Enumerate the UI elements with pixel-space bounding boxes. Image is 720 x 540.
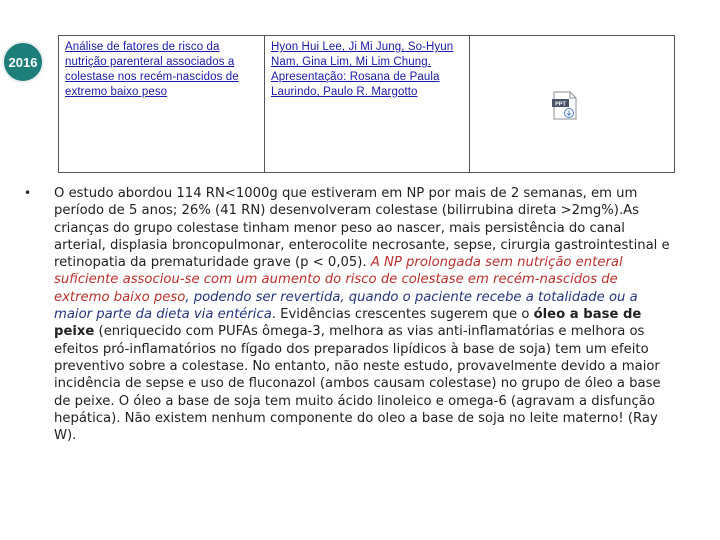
- text-end: (enriquecido com PUFAs ômega-3, melhora as vias anti-inflamatórias e melhora os efeitos pró-inflamatórios no fígado dos preparados lipídicos à base de soja) tem um efeito preventivo sobre a colestase. No entanto, não neste estudo, provavelmente devido a maior incidência de sepse e uso de fluconazol (ambos causam colestase) no grupo de óleo a base de peixe. O óleo a base de soja tem muito ácido linoleico e omega-6 (agravam a disfunção hepática). Não existem nenhum componente do oleo a base de soja no leite materno! (Ray W).: [54, 324, 661, 444]
- authors-link[interactable]: Hyon Hui Lee, Ji Mi Jung, So-Hyun Nam, Gina Lim, Mi Lim Chung. Apresentação: Rosana de Paula Laurindo, Paulo R. Margotto: [271, 41, 454, 98]
- authors-cell: [265, 36, 470, 172]
- text-separator: ,: [185, 289, 194, 305]
- year-badge: 2016: [2, 41, 44, 83]
- summary-text: [54, 185, 672, 444]
- text-middle: . Evidências crescentes sugerem que o: [271, 307, 534, 323]
- summary-paragraph: [24, 185, 672, 444]
- text-highlight-navy: podendo ser revertida, quando o paciente recebe a totalidade ou a maior parte da dieta via entérica: [54, 289, 638, 323]
- file-cell: [470, 36, 674, 172]
- reference-table: [58, 35, 675, 173]
- text-intro: O estudo abordou 114 RN<1000g que estiveram em NP por mais de 2 semanas, em um período de 5 anos; 26% (41 RN) desenvolveram colestase (bilirrubina direta >2mg%).As crianças do grupo colestase tinham menor peso ao nascer, mais persistência do canal arterial, displasia broncopulmonar, enterocolite necrosante, sepse, cirurgia gastrointestinal e retinopatia da prematuridade grave (p < 0,05).: [54, 186, 670, 271]
- bullet-icon: •: [24, 186, 32, 200]
- text-bold: óleo a base de peixe: [54, 307, 642, 340]
- article-title-link[interactable]: Análise de fatores de risco da nutrição parenteral associados a colestase nos recém-nascidos de extremo baixo peso: [65, 41, 239, 98]
- ppt-download-icon[interactable]: [552, 91, 578, 121]
- title-cell: [59, 36, 265, 172]
- text-highlight-red: A NP prolongada sem nutrição enteral suficiente associou-se com um aumento do risco de colestase em recém-nascidos de extremo baixo peso: [54, 255, 623, 305]
- ppt-label: PPT: [555, 101, 566, 108]
